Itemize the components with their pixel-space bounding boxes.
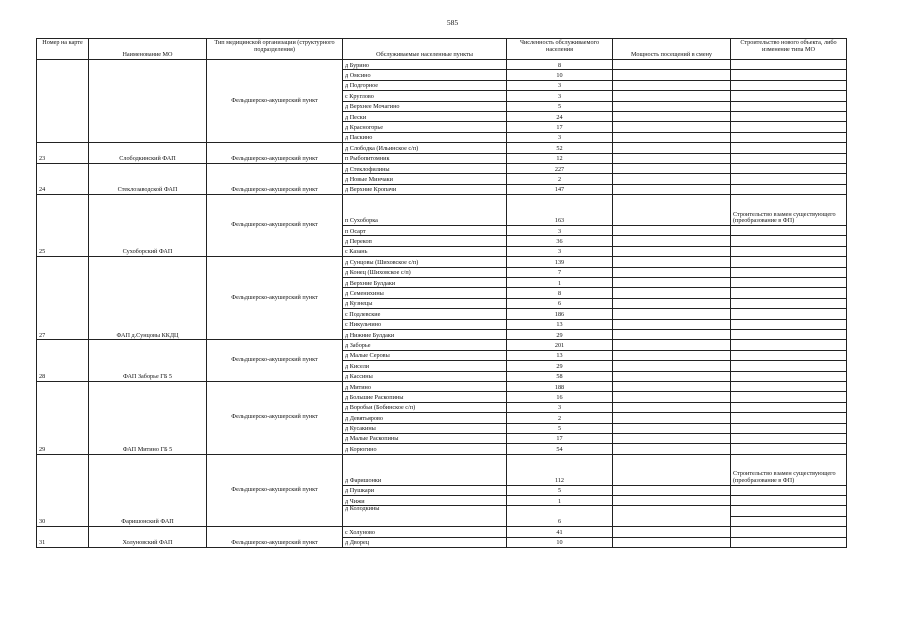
construction-note-cell <box>731 361 847 371</box>
construction-note-cell <box>731 423 847 433</box>
construction-note-cell <box>731 267 847 277</box>
settlement-cell: д Слободка (Ильинское с/п) <box>343 143 507 153</box>
visits-capacity-cell <box>613 91 731 101</box>
settlement-cell: п Рыбопитомник <box>343 153 507 163</box>
construction-note-cell <box>731 132 847 142</box>
population-cell: 29 <box>507 361 613 371</box>
settlement-cell: д Омсино <box>343 70 507 80</box>
construction-note-cell <box>731 80 847 90</box>
visits-capacity-cell <box>613 392 731 402</box>
settlement-cell: д Кусакины <box>343 423 507 433</box>
population-cell: 17 <box>507 122 613 132</box>
population-cell: 3 <box>507 132 613 142</box>
visits-capacity-cell <box>613 423 731 433</box>
visits-capacity-cell <box>613 174 731 184</box>
settlement-cell: д Малые Серовы <box>343 350 507 360</box>
visits-capacity-cell <box>613 444 731 454</box>
population-cell: 7 <box>507 267 613 277</box>
population-cell: 12 <box>507 153 613 163</box>
settlement-cell: д Верхние Булдаки <box>343 278 507 288</box>
population-cell: 17 <box>507 433 613 443</box>
settlement-cell: д Малые Раскопины <box>343 433 507 443</box>
settlement-cell: д Пушкари <box>343 485 507 495</box>
map-number-cell: 27 <box>37 257 89 340</box>
population-cell: 8 <box>507 288 613 298</box>
map-number-cell: 31 <box>37 527 89 548</box>
settlement-cell: с Холуново <box>343 527 507 537</box>
settlement-cell: д Стеклофилины <box>343 163 507 173</box>
mo-name-cell: ФАП д.Сунцовы ККДЦ <box>89 257 207 340</box>
population-cell: 2 <box>507 174 613 184</box>
map-number-cell: 29 <box>37 381 89 454</box>
visits-capacity-cell <box>613 195 731 226</box>
construction-note-cell <box>731 444 847 454</box>
settlement-cell: д Конец (Шиховское с/п) <box>343 267 507 277</box>
map-number-cell: 28 <box>37 340 89 382</box>
population-cell: 227 <box>507 163 613 173</box>
header-map-number: Номер на карте <box>37 39 89 60</box>
header-construction: Строительство нового объекта, либо изменение типа МО <box>731 39 847 60</box>
construction-note-cell <box>731 381 847 391</box>
table-row <box>37 257 847 267</box>
construction-note-cell <box>731 496 847 506</box>
visits-capacity-cell <box>613 132 731 142</box>
population-cell: 3 <box>507 91 613 101</box>
visits-capacity-cell <box>613 80 731 90</box>
visits-capacity-cell <box>613 485 731 495</box>
mo-name-cell: Стеклозаводской ФАП <box>89 163 207 194</box>
construction-note-cell <box>731 111 847 121</box>
visits-capacity-cell <box>613 371 731 381</box>
population-cell: 3 <box>507 226 613 236</box>
construction-note-cell: Строительство взамен существующего (преобразование в ФП) <box>731 454 847 485</box>
construction-note-cell <box>731 309 847 319</box>
settlement-cell: д Сунцовы (Шиховское с/п) <box>343 257 507 267</box>
construction-note-cell <box>731 278 847 288</box>
visits-capacity-cell <box>613 267 731 277</box>
population-cell: 201 <box>507 340 613 350</box>
construction-note-cell <box>731 60 847 70</box>
visits-capacity-cell <box>613 340 731 350</box>
construction-note-cell <box>731 329 847 339</box>
population-cell: 6 <box>507 506 613 527</box>
visits-capacity-cell <box>613 350 731 360</box>
construction-note-cell <box>731 298 847 308</box>
construction-note-cell <box>731 153 847 163</box>
construction-note-cell: Строительство взамен существующего (преобразование в ФП) <box>731 195 847 226</box>
settlement-cell: д Дворец <box>343 537 507 547</box>
population-cell: 1 <box>507 278 613 288</box>
construction-note-cell <box>731 184 847 194</box>
population-cell: 188 <box>507 381 613 391</box>
construction-note-cell <box>731 527 847 537</box>
construction-note-cell <box>731 371 847 381</box>
construction-note-cell <box>731 516 847 526</box>
visits-capacity-cell <box>613 319 731 329</box>
visits-capacity-cell <box>613 122 731 132</box>
population-cell: 147 <box>507 184 613 194</box>
table-body <box>37 60 847 548</box>
construction-note-cell <box>731 226 847 236</box>
org-type-cell: Фельдшерско-акушерский пункт <box>207 163 343 194</box>
fap-registry-table <box>36 38 847 548</box>
construction-note-cell <box>731 257 847 267</box>
construction-note-cell <box>731 143 847 153</box>
header-settlements: Обслуживаемые населенные пункты <box>343 39 507 60</box>
settlement-cell: д Семенихины <box>343 288 507 298</box>
population-cell: 52 <box>507 143 613 153</box>
visits-capacity-cell <box>613 153 731 163</box>
visits-capacity-cell <box>613 537 731 547</box>
visits-capacity-cell <box>613 184 731 194</box>
map-number-cell: 23 <box>37 143 89 164</box>
table-row <box>37 195 847 226</box>
visits-capacity-cell <box>613 506 731 527</box>
population-cell: 5 <box>507 101 613 111</box>
settlement-cell: п Сухоборка <box>343 195 507 226</box>
org-type-cell: Фельдшерско-акушерский пункт <box>207 340 343 382</box>
header-visits-capacity: Мощность посещений в смену <box>613 39 731 60</box>
visits-capacity-cell <box>613 309 731 319</box>
population-cell: 13 <box>507 350 613 360</box>
visits-capacity-cell <box>613 111 731 121</box>
population-cell: 1 <box>507 496 613 506</box>
visits-capacity-cell <box>613 70 731 80</box>
construction-note-cell <box>731 319 847 329</box>
table-row <box>37 60 847 70</box>
mo-name-cell: ФАП Митино ГБ 5 <box>89 381 207 454</box>
map-number-cell: 25 <box>37 195 89 257</box>
population-cell: 3 <box>507 402 613 412</box>
population-cell: 41 <box>507 527 613 537</box>
header-row <box>37 39 847 60</box>
population-cell: 186 <box>507 309 613 319</box>
visits-capacity-cell <box>613 361 731 371</box>
construction-note-cell <box>731 485 847 495</box>
settlement-cell: с Круглово <box>343 91 507 101</box>
construction-note-cell <box>731 236 847 246</box>
page-number: 585 <box>446 18 459 27</box>
org-type-cell: Фельдшерско-акушерский пункт <box>207 381 343 454</box>
settlement-cell: д Нижние Булдаки <box>343 329 507 339</box>
settlement-cell: д Фаришонки <box>343 454 507 485</box>
population-cell: 112 <box>507 454 613 485</box>
settlement-cell: с Никульчино <box>343 319 507 329</box>
table-row <box>37 143 847 153</box>
settlement-cell: д Бурино <box>343 60 507 70</box>
population-cell: 3 <box>507 80 613 90</box>
population-cell: 5 <box>507 485 613 495</box>
construction-note-cell <box>731 246 847 256</box>
construction-note-cell <box>731 433 847 443</box>
settlement-cell: д Паскино <box>343 132 507 142</box>
population-cell: 24 <box>507 111 613 121</box>
construction-note-cell <box>731 163 847 173</box>
visits-capacity-cell <box>613 329 731 339</box>
header-org-type: Тип медицинской организации (структурного подразделения) <box>207 39 343 60</box>
visits-capacity-cell <box>613 413 731 423</box>
population-cell: 54 <box>507 444 613 454</box>
construction-note-cell <box>731 402 847 412</box>
mo-name-cell: Фаришонский ФАП <box>89 454 207 527</box>
header-population: Численность обслуживаемого населения <box>507 39 613 60</box>
population-cell: 139 <box>507 257 613 267</box>
org-type-cell: Фельдшерско-акушерский пункт <box>207 143 343 164</box>
construction-note-cell <box>731 413 847 423</box>
table-row <box>37 527 847 537</box>
settlement-cell: д Воробьи (Бобинское с/п) <box>343 402 507 412</box>
settlement-cell: д Колодкины <box>343 506 507 527</box>
visits-capacity-cell <box>613 298 731 308</box>
construction-note-cell <box>731 392 847 402</box>
mo-name-cell: Холуновский ФАП <box>89 527 207 548</box>
visits-capacity-cell <box>613 101 731 111</box>
settlement-cell: д Митино <box>343 381 507 391</box>
visits-capacity-cell <box>613 163 731 173</box>
table-row <box>37 340 847 350</box>
construction-note-cell <box>731 537 847 547</box>
settlement-cell: д Большие Раскопины <box>343 392 507 402</box>
construction-note-cell <box>731 70 847 80</box>
population-cell: 13 <box>507 319 613 329</box>
settlement-cell: д Перекоп <box>343 236 507 246</box>
visits-capacity-cell <box>613 278 731 288</box>
population-cell: 58 <box>507 371 613 381</box>
map-number-cell: 24 <box>37 163 89 194</box>
visits-capacity-cell <box>613 246 731 256</box>
table-row <box>37 163 847 173</box>
settlement-cell: с Подлевские <box>343 309 507 319</box>
org-type-cell: Фельдшерско-акушерский пункт <box>207 257 343 340</box>
settlement-cell: д Кассины <box>343 371 507 381</box>
settlement-cell: д Новые Минчаки <box>343 174 507 184</box>
population-cell: 8 <box>507 60 613 70</box>
construction-note-cell <box>731 350 847 360</box>
map-number-cell <box>37 60 89 143</box>
header-mo-name: Наименование МО <box>89 39 207 60</box>
population-cell: 3 <box>507 246 613 256</box>
population-cell: 16 <box>507 392 613 402</box>
settlement-cell: д Верхнее Мочагино <box>343 101 507 111</box>
construction-note-cell <box>731 91 847 101</box>
settlement-cell: д Красногорье <box>343 122 507 132</box>
population-cell: 163 <box>507 195 613 226</box>
visits-capacity-cell <box>613 143 731 153</box>
visits-capacity-cell <box>613 381 731 391</box>
org-type-cell: Фельдшерско-акушерский пункт <box>207 527 343 548</box>
mo-name-cell: Сухоборский ФАП <box>89 195 207 257</box>
population-cell: 10 <box>507 70 613 80</box>
visits-capacity-cell <box>613 257 731 267</box>
table-header <box>37 39 847 60</box>
visits-capacity-cell <box>613 226 731 236</box>
construction-note-cell <box>731 288 847 298</box>
visits-capacity-cell <box>613 433 731 443</box>
settlement-cell: д Подгорное <box>343 80 507 90</box>
visits-capacity-cell <box>613 288 731 298</box>
construction-note-cell <box>731 122 847 132</box>
visits-capacity-cell <box>613 236 731 246</box>
settlement-cell: с Казань <box>343 246 507 256</box>
org-type-cell: Фельдшерско-акушерский пункт <box>207 60 343 143</box>
visits-capacity-cell <box>613 496 731 506</box>
population-cell: 2 <box>507 413 613 423</box>
settlement-cell: д Чижи <box>343 496 507 506</box>
construction-note-cell <box>731 340 847 350</box>
settlement-cell: д Кузнецы <box>343 298 507 308</box>
org-type-cell: Фельдшерско-акушерский пункт <box>207 195 343 257</box>
construction-note-cell <box>731 174 847 184</box>
mo-name-cell: Слободкинский ФАП <box>89 143 207 164</box>
settlement-cell: п Осарт <box>343 226 507 236</box>
table-row <box>37 454 847 485</box>
settlement-cell: д Девятьярово <box>343 413 507 423</box>
table-row <box>37 381 847 391</box>
settlement-cell: д Кисели <box>343 361 507 371</box>
visits-capacity-cell <box>613 454 731 485</box>
map-number-cell: 30 <box>37 454 89 527</box>
settlement-cell: д Заборье <box>343 340 507 350</box>
org-type-cell: Фельдшерско-акушерский пункт <box>207 454 343 527</box>
population-cell: 5 <box>507 423 613 433</box>
visits-capacity-cell <box>613 527 731 537</box>
visits-capacity-cell <box>613 402 731 412</box>
settlement-cell: д Верхние Кропачи <box>343 184 507 194</box>
visits-capacity-cell <box>613 60 731 70</box>
population-cell: 29 <box>507 329 613 339</box>
population-cell: 10 <box>507 537 613 547</box>
mo-name-cell: ФАП Заборье ГБ 5 <box>89 340 207 382</box>
construction-note-cell <box>731 101 847 111</box>
construction-note-cell <box>731 506 847 516</box>
settlement-cell: д Корюгино <box>343 444 507 454</box>
settlement-cell: д Пески <box>343 111 507 121</box>
mo-name-cell <box>89 60 207 143</box>
population-cell: 36 <box>507 236 613 246</box>
population-cell: 6 <box>507 298 613 308</box>
